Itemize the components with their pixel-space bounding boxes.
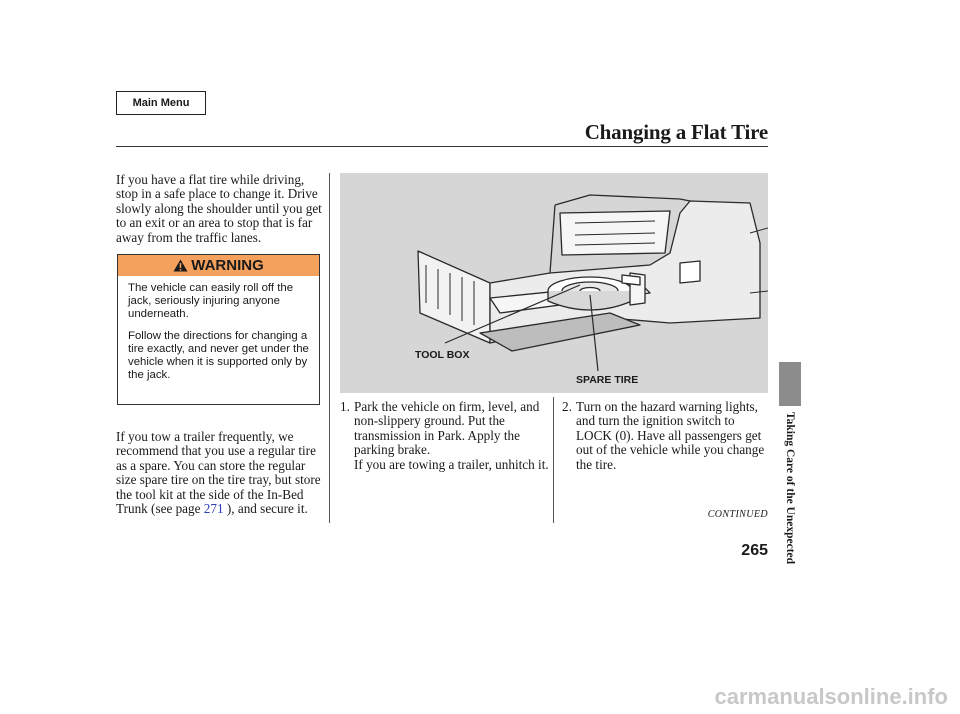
warning-text-1: The vehicle can easily roll off the jack, seriously injuring anyone underneath.	[128, 282, 294, 320]
title-rule	[116, 146, 768, 147]
step-text: Park the vehicle on firm, level, and non-slippery ground. Put the transmission in Park. Apply the parking brake.	[354, 399, 540, 458]
truck-bed-illustration	[340, 173, 768, 393]
main-menu-button[interactable]: Main Menu	[116, 91, 206, 115]
step-2	[562, 400, 768, 500]
step-1	[340, 400, 550, 520]
warning-triangle-icon	[173, 259, 188, 272]
warning-box	[117, 254, 320, 405]
page-title: Changing a Flat Tire	[584, 120, 768, 144]
step-number: 2.	[562, 399, 572, 414]
towing-paragraph	[116, 430, 328, 516]
warning-text-2: Follow the directions for changing a tire exactly, and never get under the vehicle when it is supported only by the jack.	[128, 330, 309, 381]
towing-text-after: ), and secure it.	[223, 501, 308, 517]
step-number: 1.	[340, 399, 350, 414]
step-text: Turn on the hazard warning lights, and turn the ignition switch to LOCK (0). Have all passengers get out of the vehicle while you change the tire.	[576, 399, 765, 472]
label-tool-box: TOOL BOX	[415, 349, 470, 361]
watermark	[0, 684, 960, 714]
section-label-text: Taking Care of the Unexpected	[784, 412, 796, 565]
continued-label: CONTINUED	[707, 509, 768, 520]
page-number: 265	[741, 542, 768, 559]
section-tab	[779, 362, 801, 406]
intro-paragraph: If you have a flat tire while driving, stop in a safe place to change it. Drive slowly along the shoulder until you get to an exit or an area to stop that is far away from the traffic lanes.	[116, 172, 322, 245]
column-divider	[553, 397, 554, 523]
section-side-label	[771, 412, 809, 612]
warning-header	[118, 255, 319, 276]
warning-body	[118, 276, 319, 382]
label-spare-tire: SPARE TIRE	[576, 374, 639, 386]
truck-bed-drawing	[340, 173, 768, 393]
step-text-extra: If you are towing a trailer, unhitch it.	[354, 456, 549, 472]
towing-text-before: If you tow a trailer frequently, we recommend that you use a regular tire as a spare. You can store the regular size spare tire on the tire tray, but store the tool kit at the side of the In-Bed Trunk (see page	[116, 429, 321, 517]
warning-heading: WARNING	[191, 257, 264, 274]
column-divider	[329, 173, 330, 523]
watermark-text: carmanualsonline.info	[714, 684, 948, 709]
page-link[interactable]: 271	[203, 501, 224, 517]
